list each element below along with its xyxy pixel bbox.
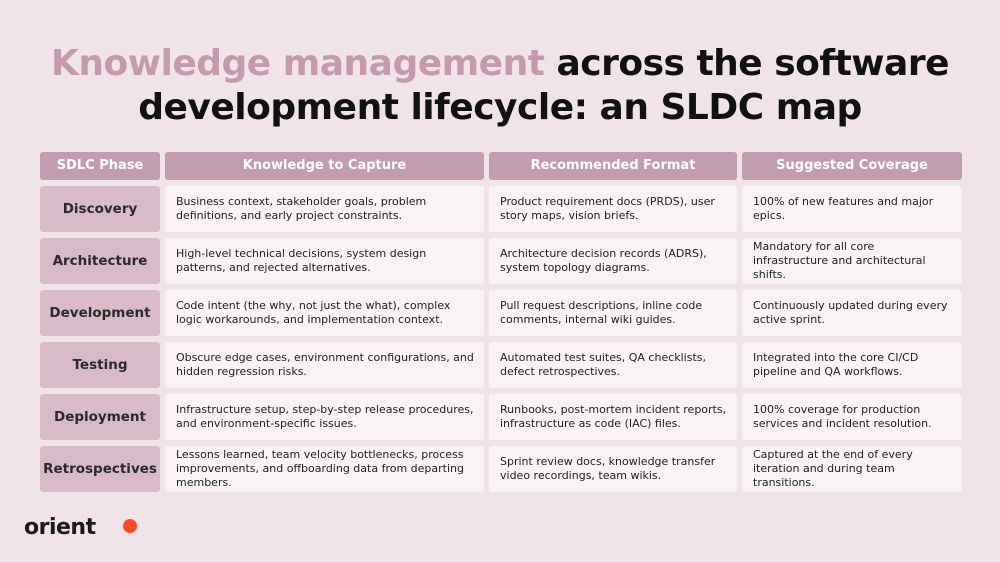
logo-dot-icon <box>123 519 137 533</box>
title-line-1 <box>0 42 1000 86</box>
format-retrospectives: Sprint review docs, knowledge transfer video recordings, team wikis. <box>489 446 737 492</box>
capture-architecture: High-level technical decisions, system design patterns, and rejected alternatives. <box>165 238 484 284</box>
capture-discovery: Business context, stakeholder goals, problem definitions, and early project constraints. <box>165 186 484 232</box>
phase-architecture: Architecture <box>40 238 160 284</box>
phase-deployment: Deployment <box>40 394 160 440</box>
header-recommended-format: Recommended Format <box>489 152 737 180</box>
format-testing: Automated test suites, QA checklists, defect retrospectives. <box>489 342 737 388</box>
title-line-2: development lifecycle: an SLDC map <box>138 87 862 128</box>
format-discovery: Product requirement docs (PRDS), user story maps, vision briefs. <box>489 186 737 232</box>
phase-development: Development <box>40 290 160 336</box>
coverage-retrospectives: Captured at the end of every iteration and during team transitions. <box>742 446 962 492</box>
sdlc-table <box>40 152 962 492</box>
capture-deployment: Infrastructure setup, step-by-step release procedures, and environment-specific issues. <box>165 394 484 440</box>
capture-development: Code intent (the why, not just the what), complex logic workarounds, and implementation context. <box>165 290 484 336</box>
phase-testing: Testing <box>40 342 160 388</box>
header-knowledge-to-capture: Knowledge to Capture <box>165 152 484 180</box>
format-development: Pull request descriptions, inline code comments, internal wiki guides. <box>489 290 737 336</box>
coverage-testing: Integrated into the core CI/CD pipeline and QA workflows. <box>742 342 962 388</box>
title-highlight: Knowledge management <box>50 43 545 84</box>
format-architecture: Architecture decision records (ADRS), system topology diagrams. <box>489 238 737 284</box>
header-sdlc-phase: SDLC Phase <box>40 152 160 180</box>
coverage-development: Continuously updated during every active sprint. <box>742 290 962 336</box>
format-deployment: Runbooks, post-mortem incident reports, infrastructure as code (IAC) files. <box>489 394 737 440</box>
coverage-deployment: 100% coverage for production services and incident resolution. <box>742 394 962 440</box>
phase-retrospectives: Retrospectives <box>40 446 160 492</box>
header-suggested-coverage: Suggested Coverage <box>742 152 962 180</box>
coverage-discovery: 100% of new features and major epics. <box>742 186 962 232</box>
phase-discovery: Discovery <box>40 186 160 232</box>
capture-retrospectives: Lessons learned, team velocity bottlenecks, process improvements, and offboarding data from departing members. <box>165 446 484 492</box>
coverage-architecture: Mandatory for all core infrastructure and architectural shifts. <box>742 238 962 284</box>
orient-logo: orient <box>24 515 96 540</box>
page-title <box>0 42 1000 130</box>
title-rest: across the software <box>544 43 950 84</box>
capture-testing: Obscure edge cases, environment configurations, and hidden regression risks. <box>165 342 484 388</box>
